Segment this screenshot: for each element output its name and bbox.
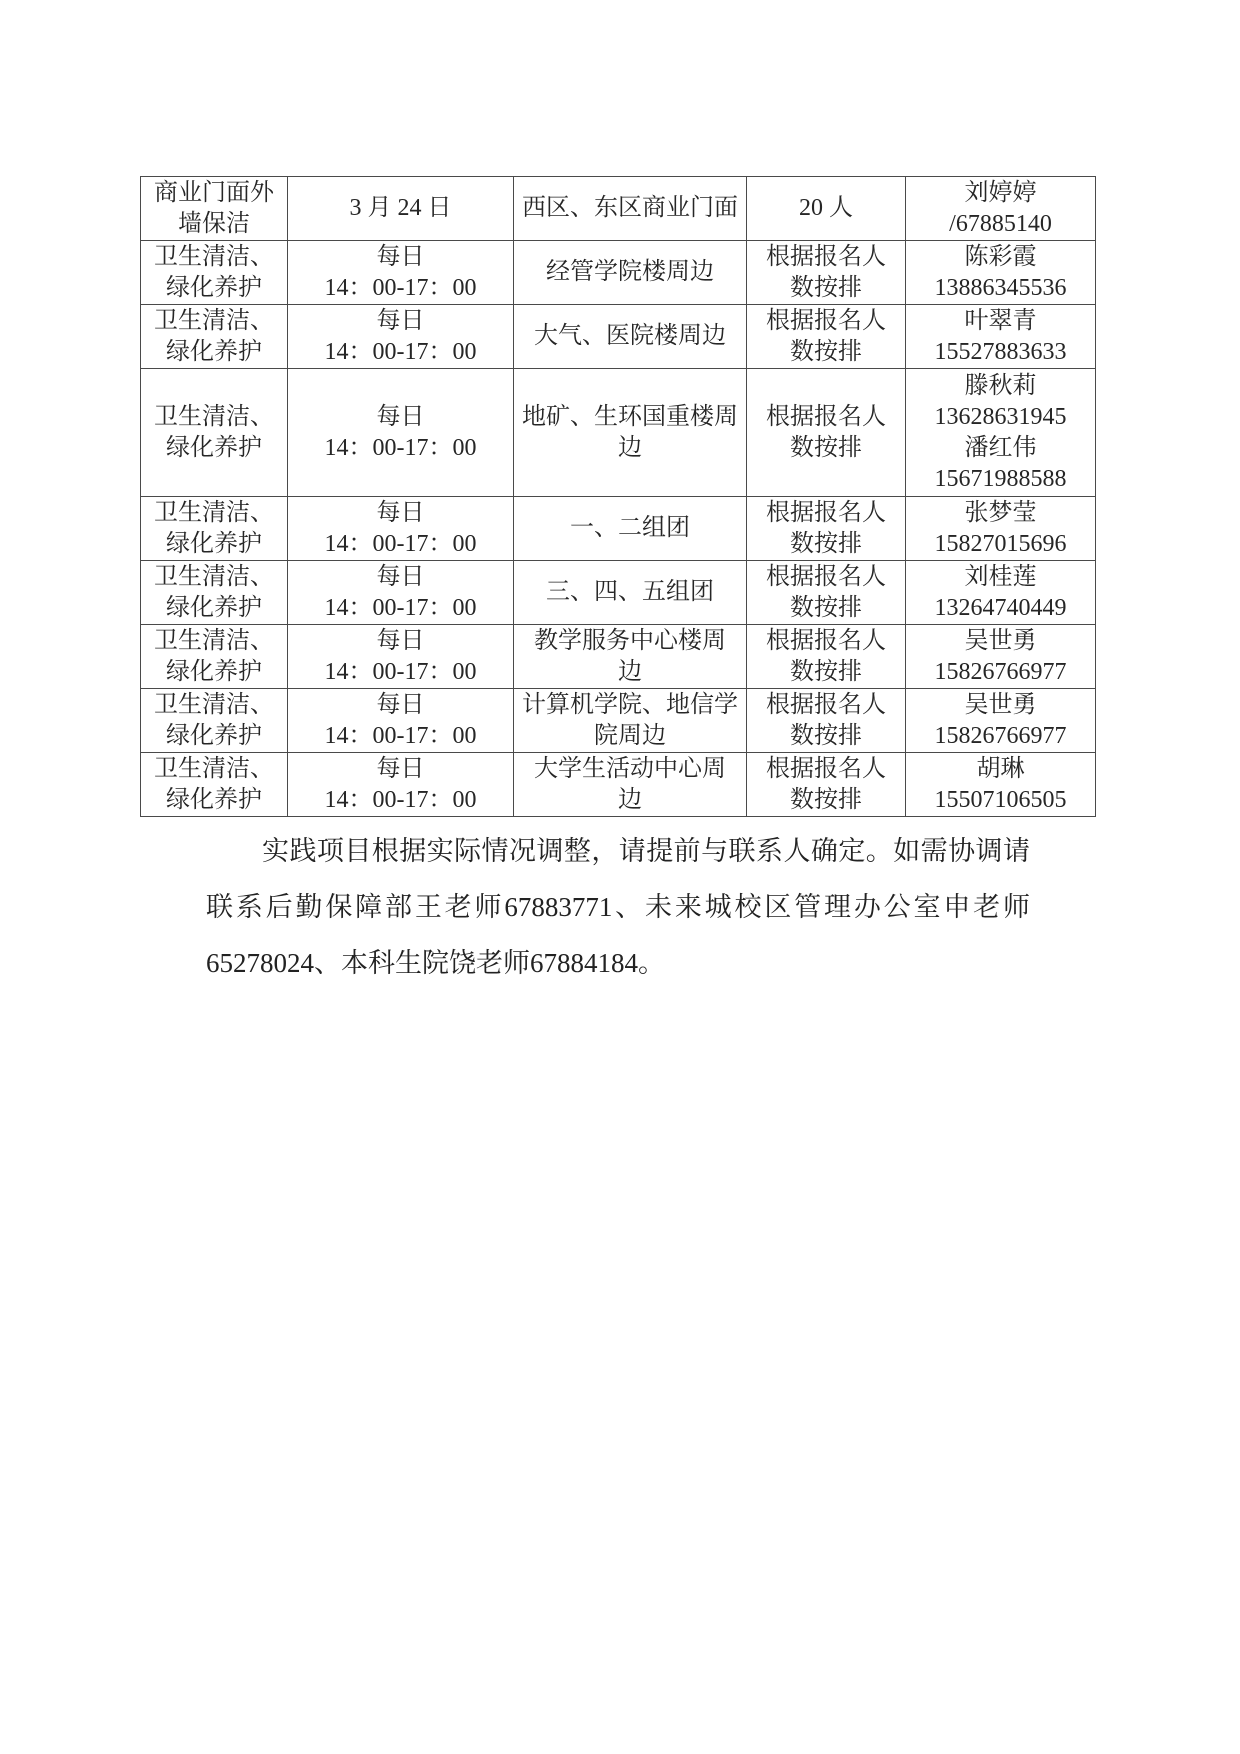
headcount-cell: 根据报名人 数按排 [747, 561, 906, 625]
table-row [141, 625, 1096, 689]
headcount-cell: 根据报名人 数按排 [747, 753, 906, 817]
time-cell: 每日 14：00-17：00 [288, 753, 514, 817]
contact-cell: 张梦莹 15827015696 [906, 497, 1096, 561]
project-cell: 卫生清洁、 绿化养护 [141, 305, 288, 369]
time-cell: 每日 14：00-17：00 [288, 241, 514, 305]
headcount-cell: 20 人 [747, 177, 906, 241]
note-line: 65278024、本科生院饶老师67884184。 [206, 948, 665, 978]
table-row [141, 497, 1096, 561]
time-cell: 每日 14：00-17：00 [288, 497, 514, 561]
project-cell: 卫生清洁、 绿化养护 [141, 753, 288, 817]
table-row [141, 305, 1096, 369]
project-cell: 商业门面外 墙保洁 [141, 177, 288, 241]
time-cell: 每日 14：00-17：00 [288, 689, 514, 753]
note-line: 实践项目根据实际情况调整，请提前与联系人确定。如需协调请 [262, 836, 1030, 866]
headcount-cell: 根据报名人 数按排 [747, 689, 906, 753]
table-row [141, 753, 1096, 817]
contact-cell: 滕秋莉 13628631945 潘红伟 15671988588 [906, 369, 1096, 497]
project-cell: 卫生清洁、 绿化养护 [141, 241, 288, 305]
contact-cell: 吴世勇 15826766977 [906, 625, 1096, 689]
schedule-table [140, 176, 1096, 817]
location-cell: 地矿、生环国重楼周 边 [514, 369, 747, 497]
project-cell: 卫生清洁、 绿化养护 [141, 689, 288, 753]
location-cell: 大气、医院楼周边 [514, 305, 747, 369]
contact-cell: 刘桂莲 13264740449 [906, 561, 1096, 625]
time-cell: 每日 14：00-17：00 [288, 625, 514, 689]
table-row [141, 241, 1096, 305]
contact-cell: 叶翠青 15527883633 [906, 305, 1096, 369]
table-row [141, 369, 1096, 497]
project-cell: 卫生清洁、 绿化养护 [141, 497, 288, 561]
time-cell: 3 月 24 日 [288, 177, 514, 241]
location-cell: 一、二组团 [514, 497, 747, 561]
time-cell: 每日 14：00-17：00 [288, 305, 514, 369]
table-row [141, 689, 1096, 753]
project-cell: 卫生清洁、 绿化养护 [141, 561, 288, 625]
project-cell: 卫生清洁、 绿化养护 [141, 625, 288, 689]
contact-cell: 陈彩霞 13886345536 [906, 241, 1096, 305]
location-cell: 三、四、五组团 [514, 561, 747, 625]
project-cell: 卫生清洁、 绿化养护 [141, 369, 288, 497]
contact-note [206, 823, 1030, 991]
contact-cell: 刘婷婷 /67885140 [906, 177, 1096, 241]
contact-cell: 胡琳 15507106505 [906, 753, 1096, 817]
time-cell: 每日 14：00-17：00 [288, 561, 514, 625]
location-cell: 大学生活动中心周 边 [514, 753, 747, 817]
contact-cell: 吴世勇 15826766977 [906, 689, 1096, 753]
location-cell: 经管学院楼周边 [514, 241, 747, 305]
headcount-cell: 根据报名人 数按排 [747, 369, 906, 497]
time-cell: 每日 14：00-17：00 [288, 369, 514, 497]
note-line: 联系后勤保障部王老师67883771、未来城校区管理办公室申老师 [206, 892, 1030, 922]
headcount-cell: 根据报名人 数按排 [747, 241, 906, 305]
table-row [141, 177, 1096, 241]
headcount-cell: 根据报名人 数按排 [747, 497, 906, 561]
location-cell: 教学服务中心楼周 边 [514, 625, 747, 689]
location-cell: 计算机学院、地信学 院周边 [514, 689, 747, 753]
table-row [141, 561, 1096, 625]
location-cell: 西区、东区商业门面 [514, 177, 747, 241]
headcount-cell: 根据报名人 数按排 [747, 625, 906, 689]
headcount-cell: 根据报名人 数按排 [747, 305, 906, 369]
